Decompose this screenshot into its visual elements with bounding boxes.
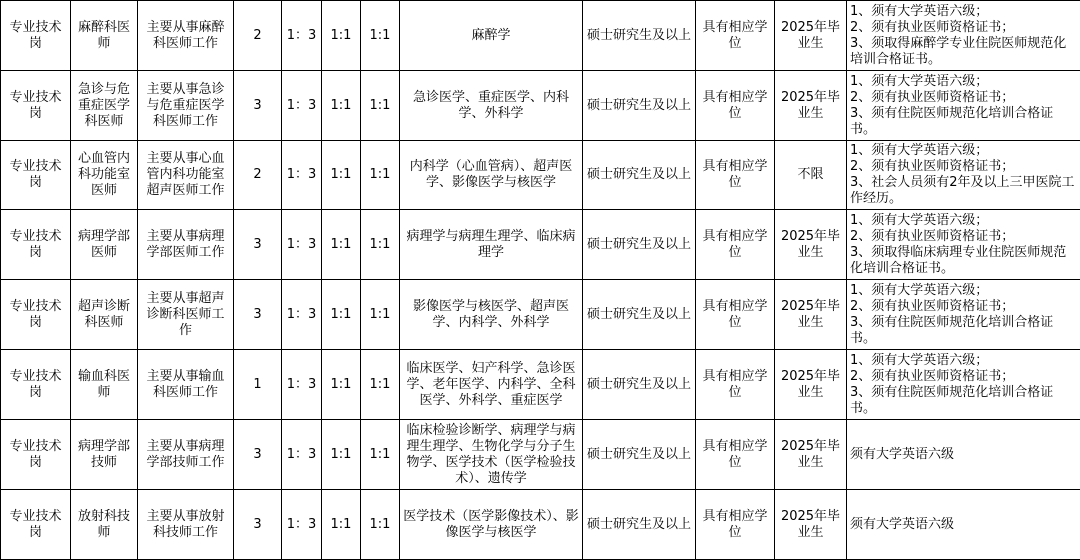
duty-cell: 主要从事急诊与危重症医学科医师工作 [138, 71, 234, 141]
degree-cell: 具有相应学位 [696, 71, 775, 141]
count-cell: 1 [234, 350, 282, 420]
major-cell: 麻醉学 [400, 1, 583, 71]
requirement-line: 2、须有执业医师资格证书； [850, 299, 1077, 315]
requirements-cell [847, 141, 1080, 210]
education-cell: 硕士研究生及以上 [583, 210, 696, 280]
education-cell: 硕士研究生及以上 [583, 71, 696, 141]
requirement-line: 2、须有执业医师资格证书； [850, 90, 1077, 106]
education-cell: 硕士研究生及以上 [583, 350, 696, 420]
table-row [1, 141, 1080, 210]
requirements-cell [847, 1, 1080, 71]
count-cell: 2 [234, 141, 282, 210]
post-name-cell: 超声诊断科医师 [71, 280, 138, 350]
requirements-cell [847, 490, 1080, 560]
requirement-line: 1、须有大学英语六级； [850, 213, 1077, 229]
requirement-line: 1、须有大学英语六级； [850, 283, 1077, 299]
degree-cell: 具有相应学位 [696, 280, 775, 350]
ratio-cell: 1：3 [282, 71, 322, 141]
requirements-cell [847, 420, 1080, 490]
ratio-cell: 1:1 [361, 71, 400, 141]
table-row [1, 1, 1080, 71]
ratio-cell: 1:1 [361, 1, 400, 71]
post-name-cell: 病理学部技师 [71, 420, 138, 490]
duty-cell: 主要从事输血科医师工作 [138, 350, 234, 420]
post-name-cell: 心血管内科功能室医师 [71, 141, 138, 210]
major-cell: 内科学（心血管病）、超声医学、影像医学与核医学 [400, 141, 583, 210]
count-cell: 3 [234, 490, 282, 560]
post-type-cell: 专业技术岗 [1, 1, 71, 71]
table-row [1, 420, 1080, 490]
ratio-cell: 1：3 [282, 210, 322, 280]
post-name-cell: 输血科医师 [71, 350, 138, 420]
degree-cell: 具有相应学位 [696, 420, 775, 490]
table-row [1, 280, 1080, 350]
ratio-cell: 1：3 [282, 280, 322, 350]
post-type-cell: 专业技术岗 [1, 71, 71, 141]
graduate-cell: 2025年毕业生 [775, 210, 847, 280]
post-name-cell: 放射科技师 [71, 490, 138, 560]
major-cell: 临床检验诊断学、病理学与病理生理学、生物化学与分子生物学、医学技术（医学检验技术）、遗传学 [400, 420, 583, 490]
ratio-cell: 1:1 [361, 210, 400, 280]
graduate-cell: 2025年毕业生 [775, 490, 847, 560]
post-name-cell: 急诊与危重症医学科医师 [71, 71, 138, 141]
education-cell: 硕士研究生及以上 [583, 280, 696, 350]
ratio-cell: 1:1 [322, 420, 361, 490]
requirements-cell [847, 280, 1080, 350]
post-type-cell: 专业技术岗 [1, 350, 71, 420]
duty-cell: 主要从事超声诊断科医师工作 [138, 280, 234, 350]
table-row [1, 350, 1080, 420]
graduate-cell: 2025年毕业生 [775, 280, 847, 350]
duty-cell: 主要从事病理学部医师工作 [138, 210, 234, 280]
graduate-cell: 2025年毕业生 [775, 1, 847, 71]
education-cell: 硕士研究生及以上 [583, 1, 696, 71]
requirement-line: 须有大学英语六级 [850, 517, 1077, 533]
degree-cell: 具有相应学位 [696, 350, 775, 420]
major-cell: 临床医学、妇产科学、急诊医学、老年医学、内科学、全科医学、外科学、重症医学 [400, 350, 583, 420]
education-cell: 硕士研究生及以上 [583, 141, 696, 210]
graduate-cell: 2025年毕业生 [775, 350, 847, 420]
requirement-line: 3、须有住院医师规范化培训合格证书。 [850, 106, 1077, 138]
ratio-cell: 1:1 [361, 350, 400, 420]
ratio-cell: 1:1 [361, 141, 400, 210]
requirements-cell [847, 71, 1080, 141]
post-type-cell: 专业技术岗 [1, 210, 71, 280]
major-cell: 病理学与病理生理学、临床病理学 [400, 210, 583, 280]
post-name-cell: 病理学部医师 [71, 210, 138, 280]
ratio-cell: 1:1 [322, 141, 361, 210]
ratio-cell: 1:1 [361, 280, 400, 350]
duty-cell: 主要从事心血管内科功能室超声医师工作 [138, 141, 234, 210]
degree-cell: 具有相应学位 [696, 141, 775, 210]
post-type-cell: 专业技术岗 [1, 141, 71, 210]
ratio-cell: 1：3 [282, 1, 322, 71]
requirements-cell [847, 210, 1080, 280]
ratio-cell: 1:1 [361, 490, 400, 560]
requirement-line: 2、须有执业医师资格证书； [850, 229, 1077, 245]
requirement-line: 1、须有大学英语六级； [850, 4, 1077, 20]
requirement-line: 3、须有住院医师规范化培训合格证书。 [850, 385, 1077, 417]
requirements-cell [847, 350, 1080, 420]
count-cell: 2 [234, 1, 282, 71]
post-type-cell: 专业技术岗 [1, 490, 71, 560]
ratio-cell: 1:1 [322, 490, 361, 560]
requirement-line: 3、须有住院医师规范化培训合格证书。 [850, 315, 1077, 347]
table-row [1, 71, 1080, 141]
table-row [1, 210, 1080, 280]
requirement-line: 2、须有执业医师资格证书； [850, 20, 1077, 36]
ratio-cell: 1：3 [282, 420, 322, 490]
ratio-cell: 1：3 [282, 350, 322, 420]
duty-cell: 主要从事麻醉科医师工作 [138, 1, 234, 71]
graduate-cell: 2025年毕业生 [775, 420, 847, 490]
major-cell: 急诊医学、重症医学、内科学、外科学 [400, 71, 583, 141]
table-body [1, 1, 1080, 560]
degree-cell: 具有相应学位 [696, 210, 775, 280]
count-cell: 3 [234, 210, 282, 280]
ratio-cell: 1:1 [322, 1, 361, 71]
education-cell: 硕士研究生及以上 [583, 490, 696, 560]
count-cell: 3 [234, 71, 282, 141]
post-name-cell: 麻醉科医师 [71, 1, 138, 71]
graduate-cell: 2025年毕业生 [775, 71, 847, 141]
graduate-cell: 不限 [775, 141, 847, 210]
requirement-line: 3、须取得临床病理专业住院医师规范化培训合格证书。 [850, 245, 1077, 277]
table-row [1, 490, 1080, 560]
ratio-cell: 1：3 [282, 141, 322, 210]
education-cell: 硕士研究生及以上 [583, 420, 696, 490]
requirement-line: 2、须有执业医师资格证书； [850, 369, 1077, 385]
duty-cell: 主要从事放射科技师工作 [138, 490, 234, 560]
post-type-cell: 专业技术岗 [1, 420, 71, 490]
requirement-line: 1、须有大学英语六级； [850, 143, 1077, 159]
ratio-cell: 1:1 [322, 210, 361, 280]
requirement-line: 1、须有大学英语六级； [850, 353, 1077, 369]
ratio-cell: 1：3 [282, 490, 322, 560]
requirement-line: 1、须有大学英语六级； [850, 74, 1077, 90]
post-type-cell: 专业技术岗 [1, 280, 71, 350]
count-cell: 3 [234, 420, 282, 490]
degree-cell: 具有相应学位 [696, 1, 775, 71]
ratio-cell: 1:1 [322, 350, 361, 420]
requirement-line: 3、须取得麻醉学专业住院医师规范化培训合格证书。 [850, 36, 1077, 68]
ratio-cell: 1:1 [361, 420, 400, 490]
requirement-line: 须有大学英语六级 [850, 447, 1077, 463]
count-cell: 3 [234, 280, 282, 350]
requirement-line: 3、社会人员须有2年及以上三甲医院工作经历。 [850, 175, 1077, 207]
major-cell: 医学技术（医学影像技术）、影像医学与核医学 [400, 490, 583, 560]
ratio-cell: 1:1 [322, 71, 361, 141]
duty-cell: 主要从事病理学部技师工作 [138, 420, 234, 490]
major-cell: 影像医学与核医学、超声医学、内科学、外科学 [400, 280, 583, 350]
degree-cell: 具有相应学位 [696, 490, 775, 560]
ratio-cell: 1:1 [322, 280, 361, 350]
requirement-line: 2、须有执业医师资格证书； [850, 159, 1077, 175]
